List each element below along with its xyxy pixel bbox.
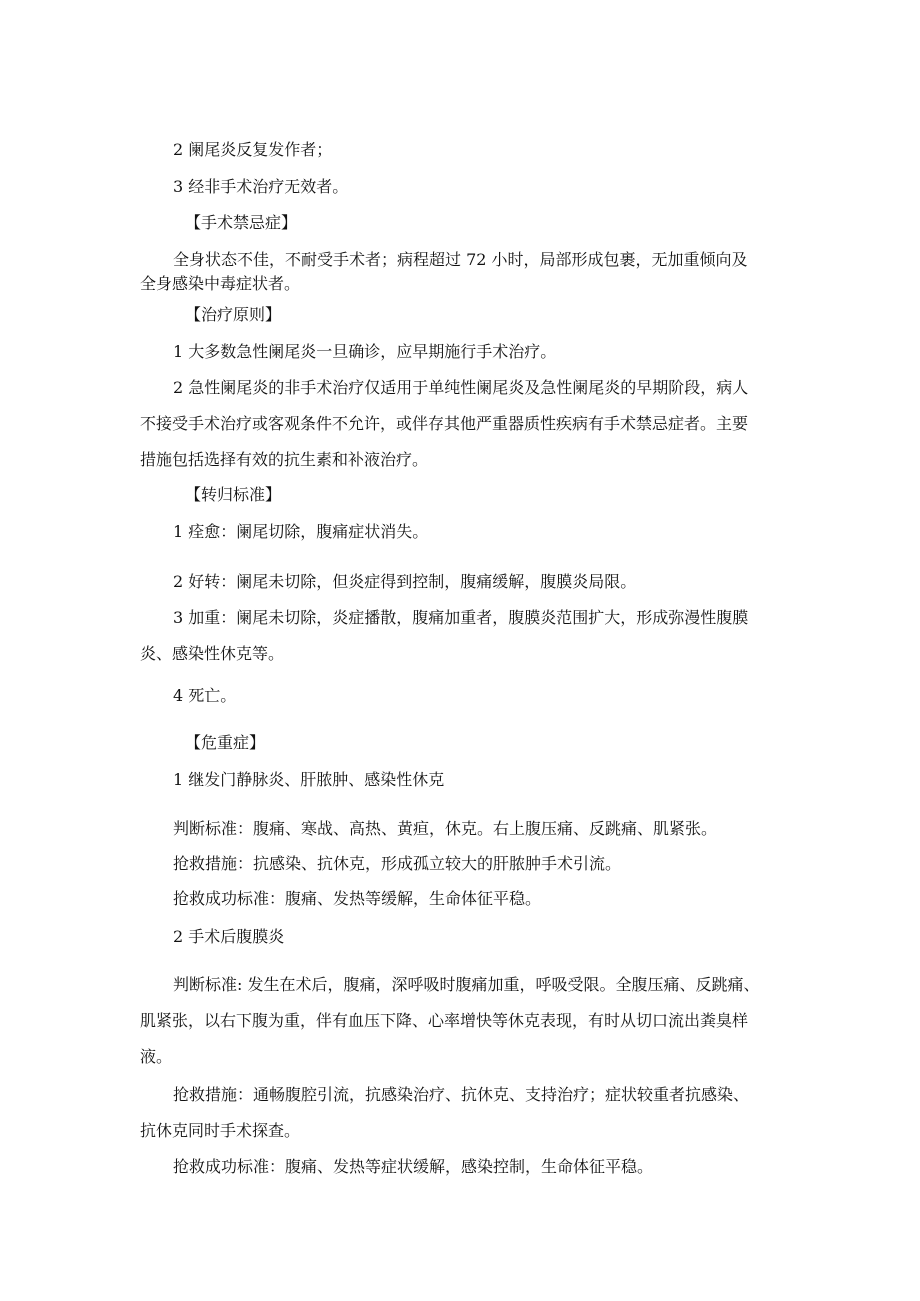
contraindications-text-line-1: 全身状态不佳，不耐受手术者；病程超过 72 小时，局部形成包裹，无加重倾向及: [173, 250, 748, 269]
critical-case-1-criteria: 判断标准：腹痛、寒战、高热、黄疸，休克。右上腹压痛、反跳痛、肌紧张。: [173, 819, 718, 838]
principles-item-2-line-2: 不接受手术治疗或客观条件不允许，或伴存其他严重器质性疾病有手术禁忌症者。主要: [140, 414, 749, 433]
critical-case-1-rescue: 抢救措施：抗感染、抗休克，形成孤立较大的肝脓肿手术引流。: [173, 854, 622, 873]
contraindications-text-line-2: 全身感染中毒症状者。: [140, 274, 301, 293]
critical-case-2-rescue-line-2: 抗休克同时手术探查。: [140, 1121, 301, 1140]
outcome-item-2: 2 好转：阑尾未切除，但炎症得到控制，腹痛缓解，腹膜炎局限。: [173, 572, 637, 591]
outcome-item-4: 4 死亡。: [173, 686, 237, 705]
critical-case-2-criteria-line-2: 肌紧张，以右下腹为重，伴有血压下降、心率增快等休克表现，有时从切口流出粪臭样: [140, 1011, 749, 1030]
section-heading-outcome: 【转归标准】: [185, 485, 282, 504]
critical-case-2-criteria-line-3: 液。: [140, 1047, 173, 1066]
critical-case-1-success: 抢救成功标准：腹痛、发热等缓解，生命体征平稳。: [173, 889, 542, 908]
critical-case-2-criteria-line-1: 判断标准: 发生在术后，腹痛，深呼吸时腹痛加重，呼吸受限。全腹压痛、反跳痛、: [173, 975, 760, 994]
section-heading-critical: 【危重症】: [185, 733, 266, 752]
section-heading-contraindications: 【手术禁忌症】: [185, 213, 298, 232]
indication-item-3: 3 经非手术治疗无效者。: [173, 177, 349, 196]
indication-item-2: 2 阑尾炎反复发作者；: [173, 140, 333, 159]
section-heading-principles: 【治疗原则】: [185, 305, 282, 324]
outcome-item-3-line-2: 炎、感染性休克等。: [140, 644, 285, 663]
critical-case-2-rescue-line-1: 抢救措施：通畅腹腔引流，抗感染治疗、抗休克、支持治疗；症状较重者抗感染、: [173, 1085, 750, 1104]
critical-case-1-title: 1 继发门静脉炎、肝脓肿、感染性休克: [173, 770, 445, 789]
critical-case-2-success: 抢救成功标准：腹痛、发热等症状缓解，感染控制，生命体征平稳。: [173, 1157, 654, 1176]
critical-case-2-title: 2 手术后腹膜炎: [173, 927, 285, 946]
principles-item-1: 1 大多数急性阑尾炎一旦确诊，应早期施行手术治疗。: [173, 342, 557, 361]
outcome-item-1: 1 痊愈：阑尾切除，腹痛症状消失。: [173, 522, 429, 541]
principles-item-2-line-1: 2 急性阑尾炎的非手术治疗仅适用于单纯性阑尾炎及急性阑尾炎的早期阶段，病人: [173, 378, 749, 397]
principles-item-2-line-3: 措施包括选择有效的抗生素和补液治疗。: [140, 450, 429, 469]
outcome-item-3-line-1: 3 加重：阑尾未切除，炎症播散，腹痛加重者，腹膜炎范围扩大，形成弥漫性腹膜: [173, 608, 749, 627]
